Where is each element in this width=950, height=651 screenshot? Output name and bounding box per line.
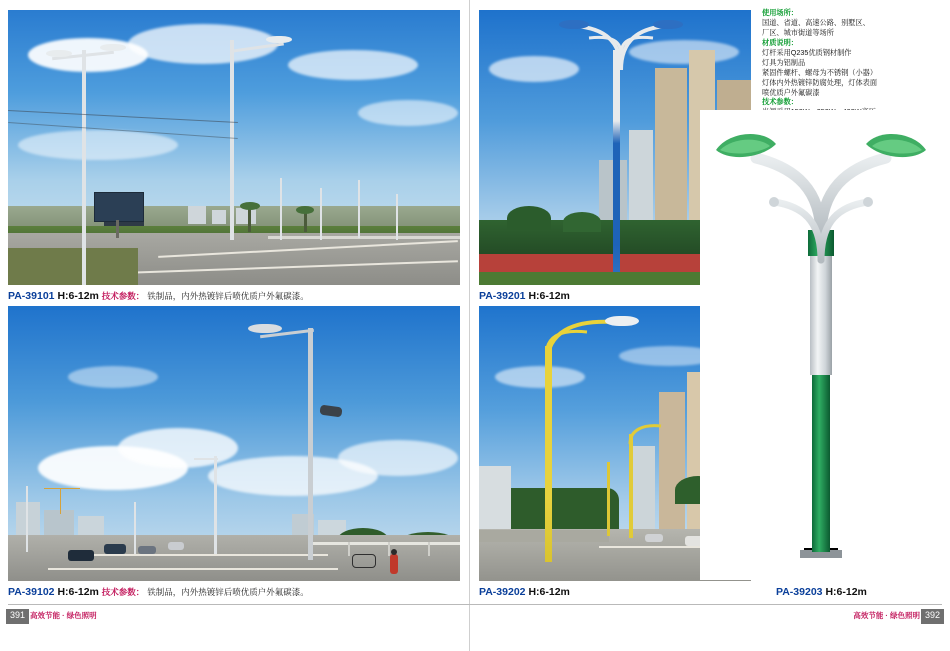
bridge-railing-post [348, 542, 350, 556]
spec-use-line: 厂区、城市街道等场所 [762, 27, 834, 37]
bridge-railing-post [428, 542, 430, 556]
page-spine-divider [469, 0, 470, 651]
spec-material-line: 紧固件螺杆、螺母为不锈钢（小器） [762, 67, 878, 77]
lamp-head [559, 20, 589, 29]
caption-pa-39102 [8, 586, 309, 598]
lamp-head [46, 50, 72, 57]
bicycle [352, 554, 376, 568]
cloud [128, 24, 278, 64]
road-marking [68, 554, 328, 556]
street-light-pole [396, 194, 398, 240]
bridge-railing-post [388, 542, 390, 556]
street-light-pole [214, 456, 217, 554]
sidewalk [479, 530, 609, 542]
page-number-left: 391 [6, 609, 29, 624]
city-building [479, 466, 511, 532]
footer-slogan-right: 高效节能 · 绿色照明 [853, 611, 920, 620]
lamp-head [653, 20, 683, 29]
crane-jib [44, 488, 80, 489]
bridge-railing [308, 542, 460, 545]
lamp-pole-illustration [700, 110, 944, 580]
product-height: H:6-12m [825, 586, 867, 598]
billboard [94, 192, 144, 222]
distant-building [212, 210, 226, 224]
street-light-pole [280, 178, 282, 240]
photo-pa-39101 [8, 10, 460, 285]
lamp-head [248, 324, 282, 333]
lamp-arm-curve [619, 418, 679, 448]
lamp-head [605, 316, 639, 326]
street-light-pole [320, 188, 322, 240]
product-code: PA-39203 [776, 586, 823, 598]
road-marking [48, 568, 338, 570]
distant-building [236, 208, 256, 224]
roadside-tree [240, 202, 260, 210]
cloud [358, 100, 458, 126]
spec-material-line: 灯具为铝制品 [762, 57, 806, 67]
street-light-pole [358, 180, 360, 238]
product-height: H:6-12m [528, 290, 570, 302]
tech-label: 技术参数： [101, 587, 145, 597]
lamp-head [266, 36, 292, 43]
road-shoulder [8, 248, 138, 285]
cloud [338, 440, 458, 476]
vehicle [645, 534, 663, 542]
product-height: H:6-12m [57, 586, 99, 598]
tech-text: 铁制品，内外热镀锌后喷优质户外氟碳漆。 [147, 587, 309, 597]
spec-tech-heading: 技术参数： [762, 97, 798, 107]
street-light-pole-yellow [629, 434, 633, 538]
vehicle [104, 544, 126, 554]
caption-pa-39101 [8, 290, 309, 302]
cloud [288, 50, 418, 80]
city-building [659, 392, 685, 530]
caption-pa-39201 [479, 290, 570, 302]
product-height: H:6-12m [528, 586, 570, 598]
footer-divider [8, 604, 942, 605]
product-height: H:6-12m [57, 290, 99, 302]
roadside-tree [296, 206, 314, 214]
street-light-pole-blue [613, 50, 620, 272]
tech-label: 技术参数： [101, 291, 145, 301]
vehicle [168, 542, 184, 550]
spec-use-heading: 使用场所： [762, 8, 798, 17]
city-building [655, 68, 687, 238]
tree-band [499, 488, 619, 532]
spec-material-line: 喷优质户外氟碳漆 [762, 87, 820, 97]
vehicle [68, 550, 94, 561]
spec-material-line: 灯杆采用Q235优质钢材制作 [762, 47, 852, 57]
billboard-post [116, 220, 119, 238]
lamp-arm [194, 458, 218, 460]
product-code: PA-39101 [8, 290, 55, 302]
palm-tree [563, 212, 601, 232]
cloud [118, 428, 238, 468]
product-code: PA-39201 [479, 290, 526, 302]
street-light-pole [308, 328, 313, 560]
lamp-head [100, 44, 126, 51]
product-code: PA-39102 [8, 586, 55, 598]
street-light-pole [230, 40, 234, 240]
guardrail [268, 236, 460, 239]
page-number-right: 392 [921, 609, 944, 624]
palm-tree [507, 206, 551, 230]
cloud [495, 366, 585, 388]
footer-slogan-left: 高效节能 · 绿色照明 [30, 611, 97, 620]
street-light-pole [134, 502, 136, 554]
spec-use-line: 国道、省道、高速公路、别墅区、 [762, 17, 870, 27]
caption-pa-39203 [776, 586, 867, 598]
distant-building [188, 206, 206, 224]
cloud [18, 130, 178, 160]
street-light-pole-yellow [607, 462, 610, 536]
product-render-pa-39203 [700, 110, 944, 580]
vehicle [138, 546, 156, 554]
street-light-pole [26, 486, 28, 552]
spec-material-heading: 材质说明： [762, 37, 798, 47]
street-light-pole [82, 50, 86, 285]
product-code: PA-39202 [479, 586, 526, 598]
photo-pa-39102 [8, 306, 460, 581]
pedestrian [390, 554, 398, 574]
crane [60, 488, 61, 514]
pedestrian-head [391, 549, 397, 555]
caption-pa-39202 [479, 586, 570, 598]
tech-text: 铁制品，内外热镀锌后喷优质户外氟碳漆。 [147, 291, 309, 301]
street-light-pole-yellow [545, 346, 552, 562]
cloud [68, 366, 158, 388]
spec-material-line: 灯体内外热镀锌防腐处理，灯体表面 [762, 77, 878, 87]
